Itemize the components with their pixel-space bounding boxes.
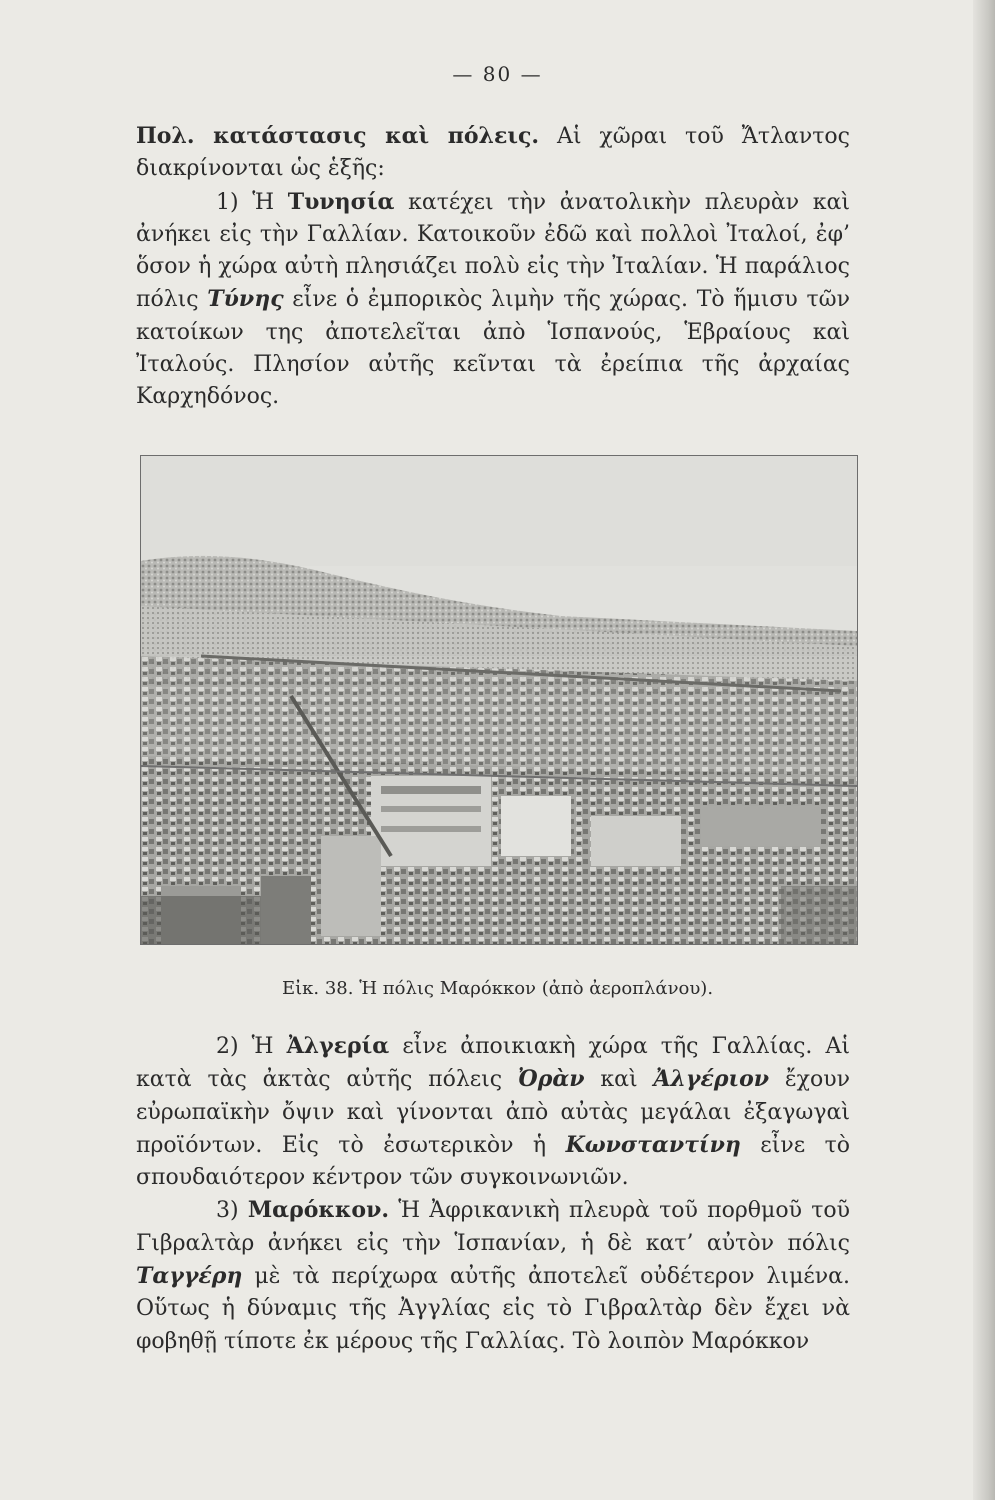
item2-text-c: ἔχουν εὐρωπαϊκὴν ὄψιν καὶ γίνονται ἀπὸ αὐτὰς μεγάλαι ἐξαγωγαὶ προϊόντων. Εἰς τὸ ἐσωτερικὸν ἡ (136, 1067, 850, 1158)
item1-text-a: κατέχει τὴν ἀνατολικὴν πλευρὰν καὶ ἀνήκει εἰς τὴν Γαλλίαν. Κατοικοῦν ἐδῶ καὶ πολλοὶ Ἰταλοί, ἐφ’ ὅσον ἡ χώρα αὐτὴ πλησιάζει πολὺ εἰς τὴν Ἰταλίαν. Ἡ παράλιος πόλις (136, 189, 850, 313)
paragraph-algeria (136, 1030, 850, 1194)
item2-city-constantine: Κωνσταντίνη (565, 1131, 741, 1158)
page-number: — 80 — (452, 62, 543, 86)
page-spine-shadow (973, 0, 995, 1500)
section-political-status (136, 120, 850, 414)
item2-text-d: εἶνε τὸ σπουδαιότερον κέντρον τῶν συγκοινωνιῶν. (136, 1132, 850, 1191)
paragraph-intro (136, 120, 850, 186)
item2-city-oran: Ὀρὰν (517, 1066, 585, 1093)
item2-number: 2) Ἡ (216, 1034, 287, 1059)
item1-name: Τυνησία (287, 188, 395, 215)
figure-caption: Εἰκ. 38. Ἡ πόλις Μαρόκκον (ἀπὸ ἀεροπλάνου). (281, 978, 714, 999)
item1-city: Τύνης (207, 286, 284, 313)
item3-text-a: Ἡ Ἀφρικανικὴ πλευρὰ τοῦ πορθμοῦ τοῦ Γιβραλτὰρ ἀνήκει εἰς τὴν Ἱσπανίαν, ἡ δὲ κατ’ αὐτὸν πόλις (136, 1198, 850, 1256)
aerial-city-image (141, 456, 857, 944)
paragraph-tunisia (136, 186, 850, 414)
item3-name: Μαρόκκον. (247, 1197, 389, 1224)
item1-number: 1) Ἡ (216, 189, 288, 215)
item3-text-b: μὲ τὰ περίχωρα αὐτῆς ἀποτελεῖ οὐδέτερον λιμένα. Οὕτως ἡ δύναμις τῆς Ἀγγλίας εἰς τὸ Γιβραλτὰρ δὲν ἔχει νὰ φοβηθῇ τίποτε ἐκ μέρους τῆς Γαλλίας. Τὸ λοιπὸν Μαρόκκον (136, 1264, 850, 1354)
section-algeria-morocco (136, 1030, 850, 1358)
item2-city-algiers: Ἀλγέριον (653, 1066, 770, 1093)
item1-text-b: εἶνε ὁ ἐμπορικὸς λιμὴν τῆς χώρας. Τὸ ἥμισυ τῶν κατοίκων της ἀποτελεῖται ἀπὸ Ἱσπανούς, Ἑβραίους καὶ Ἰταλούς. Πλησίον αὐτῆς κεῖνται τὰ ἐρείπια τῆς ἀρχαίας Καρχηδόνος. (136, 287, 850, 410)
item2-name: Ἀλγερία (286, 1033, 390, 1059)
item2-text-b: καὶ (584, 1067, 654, 1093)
city-photograph (140, 455, 858, 945)
intro-text: Αἱ χῶραι τοῦ Ἄτλαντος διακρίνονται ὡς ἑξῆς: (136, 124, 850, 182)
item3-number: 3) (216, 1198, 248, 1224)
item2-text-a: εἶνε ἀποικιακὴ χώρα τῆς Γαλλίας. Αἱ κατὰ τὰς ἀκτὰς αὐτῆς πόλεις (136, 1034, 850, 1093)
item3-city-tangier: Ταγγέρη (136, 1263, 243, 1290)
paragraph-morocco (136, 1194, 850, 1357)
section-heading: Πολ. κατάστασις καὶ πόλεις. (136, 123, 540, 149)
